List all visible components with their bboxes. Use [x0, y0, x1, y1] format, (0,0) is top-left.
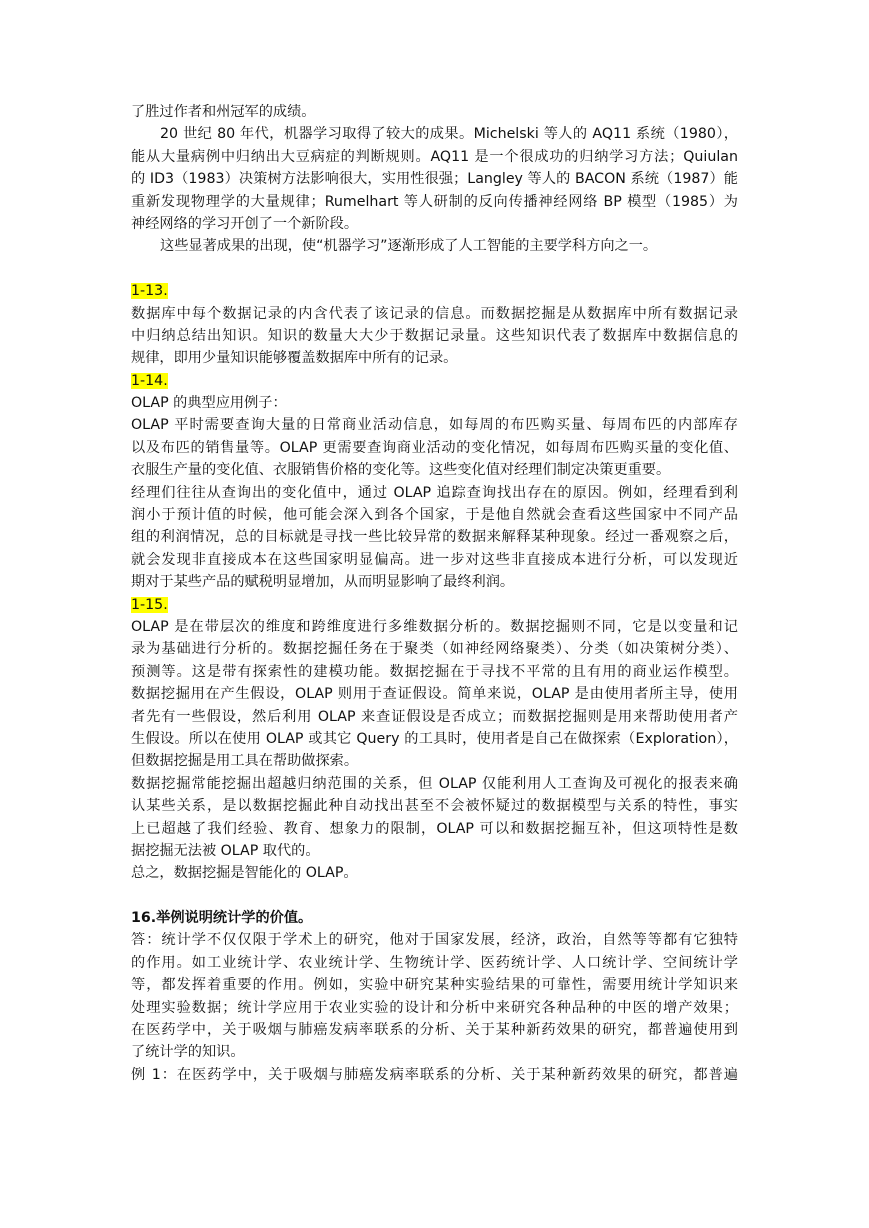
paragraph-line: 处理实验数据；统计学应用于农业实验的设计和分析中来研究各种品种的中医的增产效果； — [131, 999, 738, 1016]
paragraph-line: OLAP 是在带层次的维度和跨维度进行多维数据分析的。数据挖掘则不同，它是以变量和记 — [131, 618, 738, 635]
paragraph-line: 20 世纪 80 年代，机器学习取得了较大的成果。Michelski 等人的 AQ11 系统（1980）， — [160, 126, 738, 143]
highlight: 1-13. — [131, 283, 168, 300]
paragraph-line: 神经网络的学习开创了一个新阶段。 — [131, 215, 359, 232]
paragraph-line: 这些显著成果的出现，使“机器学习”逐渐形成了人工智能的主要学科方向之一。 — [160, 238, 658, 255]
paragraph-line: 上已超越了我们经验、教育、想象力的限制，OLAP 可以和数据挖掘互补，但这项特性是数 — [131, 820, 738, 837]
paragraph-line: OLAP 的典型应用例子： — [131, 395, 287, 412]
paragraph-line: 中归纳总结出知识。知识的数量大大少于数据记录量。这些知识代表了数据库中数据信息的 — [131, 327, 738, 344]
paragraph-line: OLAP 平时需要查询大量的日常商业活动信息，如每周的布匹购买量、每周布匹的内部库存 — [131, 417, 738, 434]
paragraph-line: 了统计学的知识。 — [131, 1044, 245, 1061]
paragraph-line: 例 1：在医药学中，关于吸烟与肺癌发病率联系的分析、关于某种新药效果的研究，都普遍 — [131, 1066, 738, 1083]
question-label-1-13 — [131, 280, 738, 302]
paragraph-line: 在医药学中，关于吸烟与肺癌发病率联系的分析、关于某种新药效果的研究，都普遍使用到 — [131, 1022, 738, 1039]
question-label-1-14 — [131, 370, 738, 392]
paragraph-line: 就会发现非直接成本在这些国家明显偏高。进一步对这些非直接成本进行分析，可以发现近 — [131, 551, 738, 568]
paragraph-line: 的作用。如工业统计学、农业统计学、生物统计学、医药统计学、人口统计学、空间统计学 — [131, 954, 738, 971]
paragraph-line: 重新发现物理学的大量规律；Rumelhart 等人研制的反向传播神经网络 BP 模型（1985）为 — [131, 193, 738, 210]
paragraph-line: 润小于预计值的时候，他可能会深入到各个国家，于是他自然就会查看这些国家中不同产品 — [131, 507, 738, 524]
paragraph-line: 期对于某些产品的赋税明显增加，从而明显影响了最终利润。 — [131, 574, 515, 591]
paragraph-line: 认某些关系，是以数据挖掘此种自动找出甚至不会被怀疑过的数据模型与关系的特性，事实 — [131, 798, 738, 815]
paragraph-line: 数据库中每个数据记录的内含代表了该记录的信息。而数据挖掘是从数据库中所有数据记录 — [131, 305, 738, 322]
paragraph-line: 经理们往往从查询出的变化值中，通过 OLAP 追踪查询找出存在的原因。例如，经理看到利 — [131, 484, 738, 501]
question-heading-16: 16.举例说明统计学的价值。 — [131, 910, 313, 927]
paragraph-line: 总之，数据挖掘是智能化的 OLAP。 — [131, 865, 358, 882]
highlight: 1-15. — [131, 596, 168, 613]
paragraph-line: 预测等。这是带有探索性的建模功能。数据挖掘在于寻找不平常的且有用的商业运作模型。 — [131, 663, 738, 680]
paragraph-line: 等，都发挥着重要的作用。例如，实验中研究某种实验结果的可靠性，需要用统计学知识来 — [131, 977, 738, 994]
paragraph-line: 据挖掘无法被 OLAP 取代的。 — [131, 842, 320, 859]
paragraph-line: 以及布匹的销售量等。OLAP 更需要查询商业活动的变化情况，如每周布匹购买量的变化值、 — [131, 439, 738, 456]
paragraph-line: 组的利润情况，总的目标就是寻找一些比较异常的数据来解释某种现象。经过一番观察之后， — [131, 529, 738, 546]
paragraph-line: 了胜过作者和州冠军的成绩。 — [131, 104, 316, 120]
paragraph-line: 但数据挖掘是用工具在帮助做探索。 — [131, 753, 359, 770]
question-label-1-15 — [131, 594, 738, 616]
highlight: 1-14. — [131, 372, 168, 389]
spacer — [131, 258, 738, 280]
paragraph-line: 规律，即用少量知识能够覆盖数据库中所有的记录。 — [131, 350, 458, 367]
paragraph-line: 的 ID3（1983）决策树方法影响很大，实用性很强；Langley 等人的 BACON 系统（1987）能 — [131, 171, 738, 188]
paragraph-line: 生假设。所以在使用 OLAP 或其它 Query 的工具时，使用者是自己在做探索（Exploration）， — [131, 730, 738, 747]
paragraph-line: 数据挖掘常能挖掘出超越归纳范围的关系，但 OLAP 仅能利用人工查询及可视化的报表来确 — [131, 775, 738, 792]
spacer — [131, 885, 738, 907]
document-body — [131, 101, 738, 1086]
paragraph-line: 者先有一些假设，然后利用 OLAP 来查证假设是否成立；而数据挖掘则是用来帮助使用者产 — [131, 708, 738, 725]
paragraph-line: 衣服生产量的变化值、衣服销售价格的变化等。这些变化值对经理们制定决策更重要。 — [131, 462, 671, 479]
paragraph-line: 答：统计学不仅仅限于学术上的研究，他对于国家发展，经济，政治，自然等等都有它独特 — [131, 932, 738, 949]
paragraph-line: 数据挖掘用在产生假设，OLAP 则用于查证假设。简单来说，OLAP 是由使用者所主导，使用 — [131, 686, 738, 703]
paragraph-line: 录为基础进行分析的。数据挖掘任务在于聚类（如神经网络聚类）、分类（如决策树分类）、 — [131, 641, 738, 658]
paragraph-line: 能从大量病例中归纳出大豆病症的判断规则。AQ11 是一个很成功的归纳学习方法；Quiulan — [131, 148, 738, 165]
